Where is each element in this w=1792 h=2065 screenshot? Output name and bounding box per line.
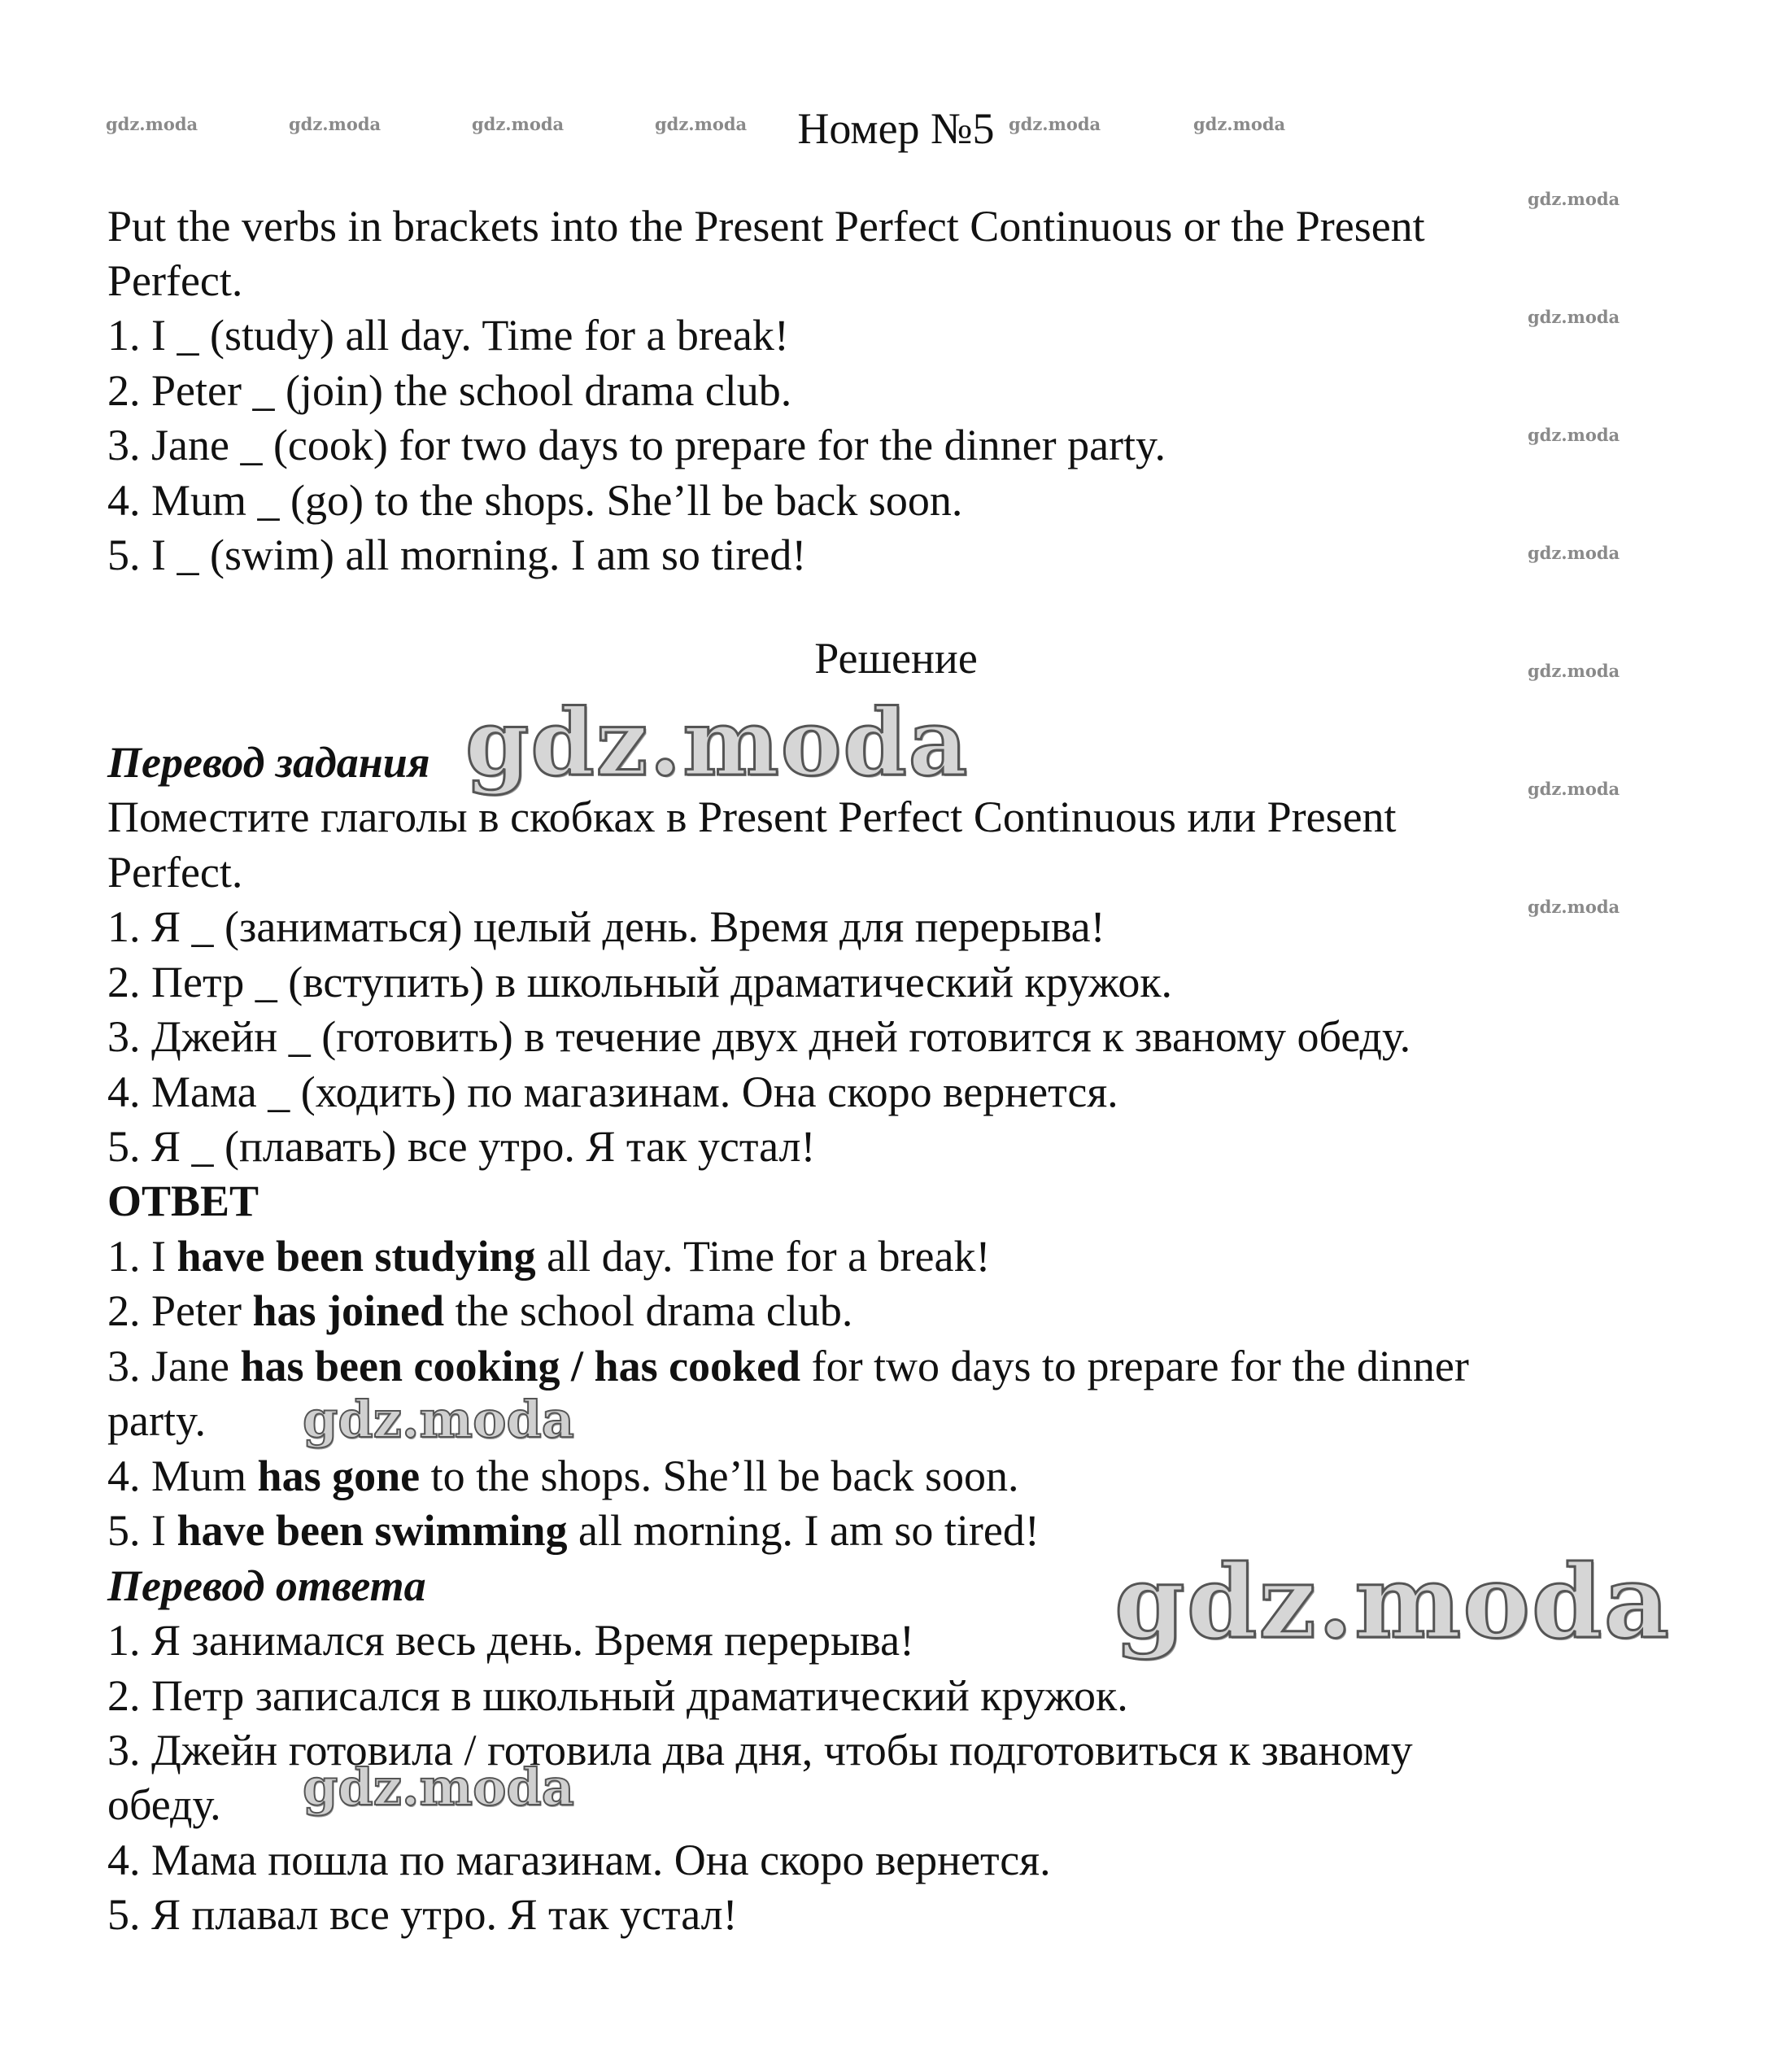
watermark: gdz.moda bbox=[655, 114, 748, 134]
answer-translation-item-continued: обеду. bbox=[107, 1780, 221, 1829]
answer-item bbox=[107, 1450, 1019, 1502]
answer-verb: has gone bbox=[257, 1452, 421, 1500]
watermark: gdz.moda bbox=[1009, 114, 1101, 134]
watermark: gdz.moda bbox=[1528, 543, 1620, 563]
translation-item: 2. Петр _ (вступить) в школьный драматический кружок. bbox=[107, 958, 1173, 1006]
watermark: gdz.moda bbox=[1528, 779, 1620, 799]
answer-text: the school drama club. bbox=[444, 1286, 853, 1335]
answer-text: 3. Jane bbox=[107, 1342, 241, 1390]
watermark: gdz.moda bbox=[1528, 661, 1620, 681]
task-item: 2. Peter _ (join) the school drama club. bbox=[107, 366, 792, 415]
task-item: 1. I _ (study) all day. Time for a break! bbox=[107, 311, 789, 360]
watermark-large: gdz.moda bbox=[1114, 1543, 1671, 1661]
answer-item bbox=[107, 1230, 990, 1282]
answer-verb: has been cooking / has cooked bbox=[240, 1342, 801, 1390]
translation-instruction-continued: Perfect. bbox=[107, 848, 243, 897]
task-item: 5. I _ (swim) all morning. I am so tired! bbox=[107, 530, 807, 579]
answer-text: to the shops. She’ll be back soon. bbox=[420, 1452, 1019, 1500]
answer-item bbox=[107, 1285, 852, 1337]
translation-item: 1. Я _ (заниматься) целый день. Время для перерыва! bbox=[107, 902, 1105, 951]
answer-text: 4. Mum bbox=[107, 1452, 258, 1500]
watermark-medium: gdz.moda bbox=[303, 1390, 574, 1449]
watermark: gdz.moda bbox=[1528, 307, 1620, 327]
watermark: gdz.moda bbox=[106, 114, 198, 134]
answer-text: all day. Time for a break! bbox=[535, 1232, 991, 1281]
watermark: gdz.moda bbox=[472, 114, 565, 134]
task-instruction: Put the verbs in brackets into the Present Perfect Continuous or the Present bbox=[107, 202, 1425, 251]
answer-translation-item: 5. Я плавал все утро. Я так устал! bbox=[107, 1890, 738, 1939]
answer-text: all morning. I am so tired! bbox=[567, 1506, 1040, 1555]
answer-verb: has joined bbox=[252, 1286, 445, 1335]
watermark: gdz.moda bbox=[289, 114, 382, 134]
answer-heading: ОТВЕТ bbox=[107, 1177, 259, 1225]
solution-heading: Решение bbox=[814, 634, 978, 683]
watermark: gdz.moda bbox=[1193, 114, 1286, 134]
translation-instruction: Поместите глаголы в скобках в Present Perfect Continuous или Present bbox=[107, 792, 1397, 841]
watermark-medium: gdz.moda bbox=[303, 1757, 574, 1817]
answer-verb: have been studying bbox=[177, 1232, 536, 1281]
answer-text: 1. I bbox=[107, 1232, 177, 1281]
answer-item bbox=[107, 1340, 1469, 1392]
watermark-large: gdz.moda bbox=[465, 690, 970, 797]
answer-translation-item: 4. Мама пошла по магазинам. Она скоро вернется. bbox=[107, 1836, 1051, 1884]
translation-item: 5. Я _ (плавать) все утро. Я так устал! bbox=[107, 1122, 816, 1171]
translation-item: 3. Джейн _ (готовить) в течение двух дней готовится к званому обеду. bbox=[107, 1012, 1411, 1061]
answer-verb: have been swimming bbox=[177, 1506, 568, 1555]
page-title: Номер №5 bbox=[797, 104, 995, 153]
answer-translation-item: 1. Я занимался весь день. Время перерыва! bbox=[107, 1616, 915, 1665]
answer-text: 5. I bbox=[107, 1506, 177, 1555]
watermark: gdz.moda bbox=[1528, 897, 1620, 917]
translation-item: 4. Мама _ (ходить) по магазинам. Она скоро вернется. bbox=[107, 1067, 1118, 1116]
task-instruction-continued: Perfect. bbox=[107, 256, 243, 305]
answer-translation-heading: Перевод ответа bbox=[107, 1561, 426, 1610]
answer-translation-item: 3. Джейн готовила / готовила два дня, чтобы подготовиться к званому bbox=[107, 1726, 1413, 1775]
answer-translation-item: 2. Петр записался в школьный драматический кружок. bbox=[107, 1671, 1128, 1720]
answer-text: for two days to prepare for the dinner bbox=[800, 1342, 1469, 1390]
watermark: gdz.moda bbox=[1528, 425, 1620, 445]
answer-item bbox=[107, 1504, 1040, 1556]
task-item: 3. Jane _ (cook) for two days to prepare for the dinner party. bbox=[107, 421, 1166, 469]
translation-heading: Перевод задания bbox=[107, 738, 430, 787]
watermark: gdz.moda bbox=[1528, 189, 1620, 209]
task-item: 4. Mum _ (go) to the shops. She’ll be back soon. bbox=[107, 476, 963, 525]
answer-text: 2. Peter bbox=[107, 1286, 253, 1335]
answer-item-continued: party. bbox=[107, 1396, 206, 1445]
